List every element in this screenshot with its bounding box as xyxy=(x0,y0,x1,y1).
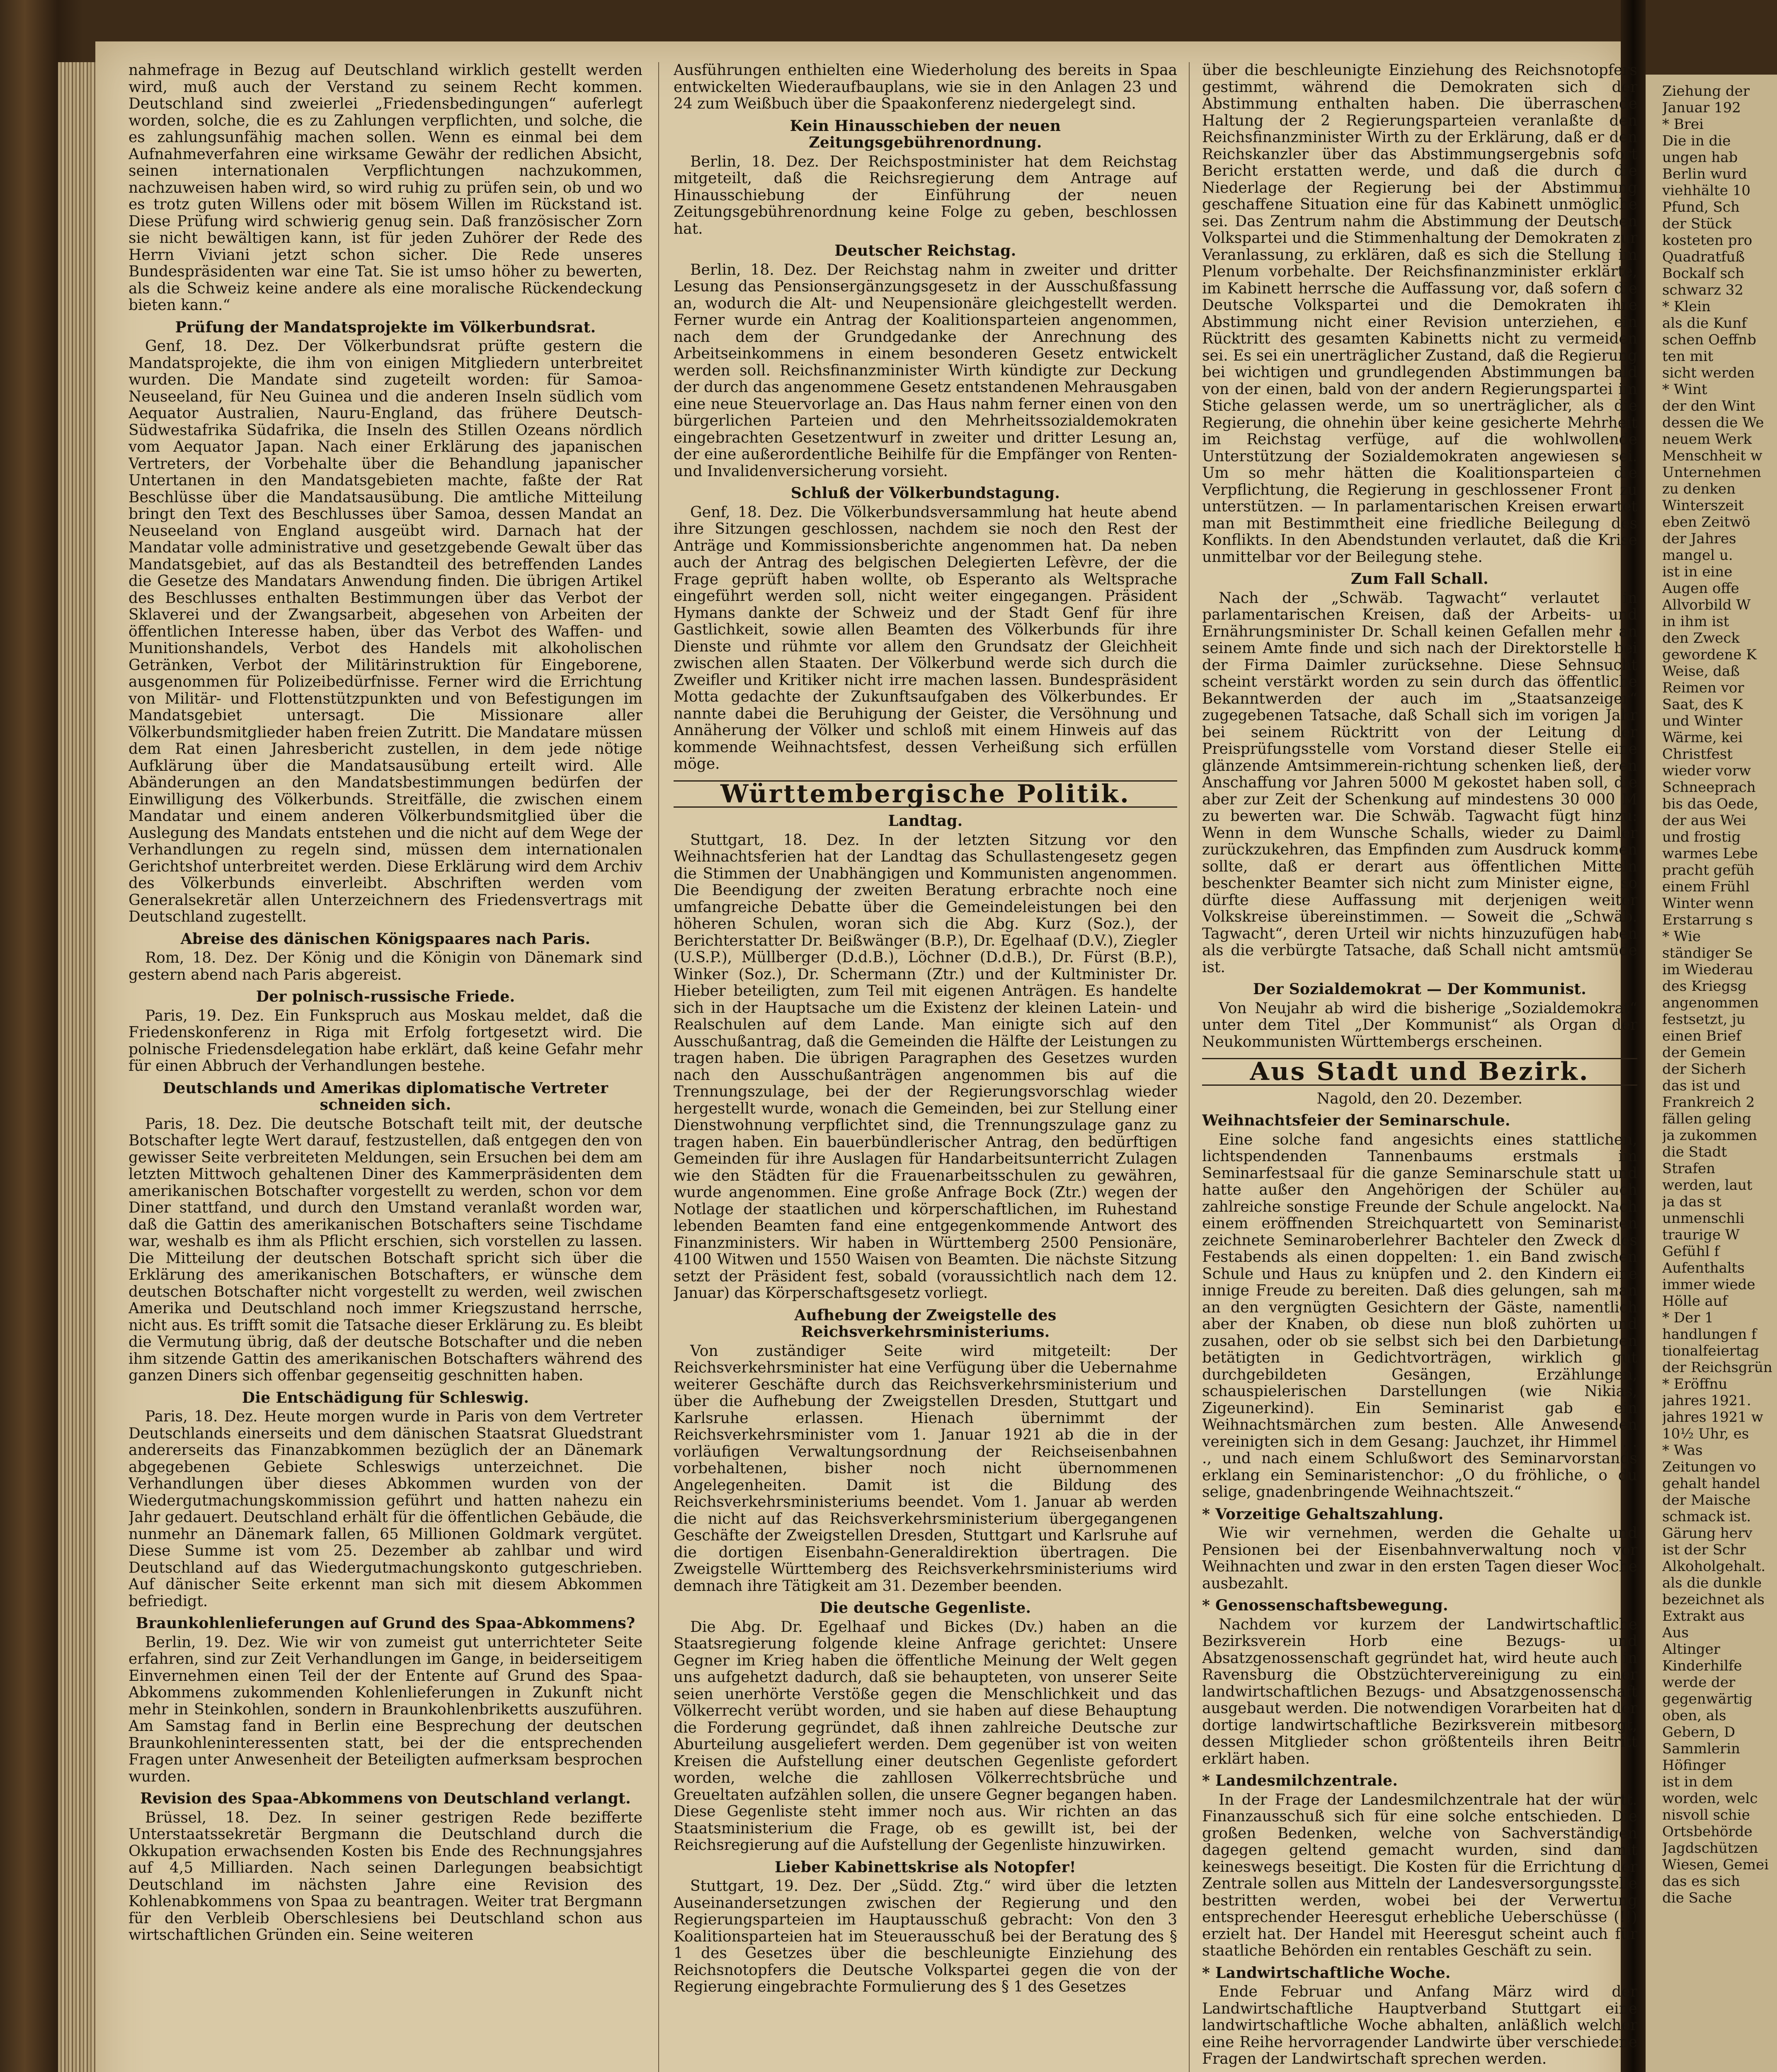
article-text: Nachdem vor kurzem der Landwirtschaftliche Bezirksverein Horb eine Bezugs- und Absatzgenossenschaft gegründet hat, wird heute auch in Ravensburg die Obstzüchtervereinigung zu einer landwirtschaftlichen Bezugs- und Absatzgenossenschaft ausgebaut werden. Die notwendigen Vorarbeiten hat der dortige landwirtschaftliche Bezirksverein mitbesorgt, dessen Mitglieder schon größtenteils ihren Beitritt erklärt haben. xyxy=(1202,1616,1637,1767)
cropped-line: * Wie xyxy=(1662,928,1701,945)
article-heading: Weihnachtsfeier der Seminarschule. xyxy=(1202,1112,1510,1129)
column-rule xyxy=(658,62,659,2072)
article-heading: Der Sozialdemokrat — Der Kommunist. xyxy=(1253,980,1587,998)
article-heading: Landtag. xyxy=(888,812,963,830)
column-3 xyxy=(1202,62,1637,2072)
article-heading: * Genossenschaftsbewegung. xyxy=(1202,1597,1448,1614)
column-1 xyxy=(128,62,642,2072)
cropped-line: gegenwärtig xyxy=(1662,1691,1753,1707)
cropped-line: gewordene K xyxy=(1662,646,1757,663)
cropped-line: der aus Wei xyxy=(1662,812,1746,829)
cropped-line: Sammlerin xyxy=(1662,1740,1741,1757)
cropped-line: Gefühl f xyxy=(1662,1243,1719,1260)
cropped-line: die Stadt xyxy=(1662,1144,1727,1160)
article-text: Paris, 18. Dez. Die deutsche Botschaft teilt mit, der deutsche Botschafter legte Wert darauf, festzustellen, daß entgegen den von gewisser Seite verbreiteten Meldungen, sein Ersuchen bei dem am letzten Mittwoch gehaltenen Diner des Kammerpräsidenten dem amerikanischen Botschafter vorgestellt zu werden, schon vor dem Diner stattfand, und durch den Umstand veranlaßt worden war, daß die Gattin des amerikanischen Botschafters seine Tischdame war, weshalb es ihm als Pflicht erschien, sich vorstellen zu lassen. Die Mitteilung der deutschen Botschaft spricht sich über die Erklärung des amerikanischen Botschafters, er wünsche dem deutschen Botschafter nicht vorgestellt zu werden, weil zwischen Amerika und Deutschland noch immer Kriegszustand herrsche, nicht aus. Es trifft somit die Tatsache dieser Erklärung zu. Es bleibt die Vermutung übrig, daß der deutsche Botschafter und die neben ihm sitzende Gattin des amerikanischen Botschafters während des ganzen Diners sich offenbar gegenseitig geschnitten haben. xyxy=(128,1115,642,1384)
cropped-line: einem Frühl xyxy=(1662,879,1750,895)
cropped-line: im Wiederau xyxy=(1662,961,1753,978)
cropped-line: Ziehung der xyxy=(1662,83,1750,99)
article-text: Von Neujahr ab wird die bisherige „Sozialdemokrat“ unter dem Titel „Der Kommunist“ als Organ der Neukommunisten Württembergs erscheinen. xyxy=(1202,1000,1637,1051)
cropped-line: mangel u. xyxy=(1662,547,1733,564)
cropped-line: Augen offe xyxy=(1662,580,1739,597)
dateline: Nagold, den 20. Dezember. xyxy=(1316,1090,1523,1107)
cropped-line: schwarz 32 xyxy=(1662,282,1743,298)
cropped-line: bis das Oede, xyxy=(1662,796,1758,812)
cropped-line: eben Zeitwö xyxy=(1662,514,1750,530)
article-heading: Abreise des dänischen Königspaares nach Paris. xyxy=(180,930,591,948)
article-text: Eine solche fand angesichts eines stattlichen, lichtspendenden Tannenbaums erstmals im Seminarfestsaal für die ganze Seminarschule statt und hatte außer den Angehörigen der Schüler auch zahlreiche sonstige Freunde der Schule angelockt. Nach einem eröffnenden Streichquartett von Seminaristen zeichnete Seminaroberlehrer Bachteler den Zweck des Festabends als einen doppelten: 1. ein Band zwischen Schule und Haus zu knüpfen und 2. den Kindern eine innige Freude zu bereiten. Daß dies gelungen, sah man an den vergnügten Gesichtern der Gäste, namentlich aber der Knaben, ob diese nun bloß zuhörten und zusahen, oder ob sie selbst sich bei den Darbietungen betätigten in Gedichtvorträgen, wirklich gut durchgebildeten Gesängen, Erzählungen, schauspielerischen Darstellungen (wie Nikias, Zigeunerkind). Ein Seminarist gab ein Weihnachtsmärchen zum besten. Alle Anwesenden vereinigten sich in dem Gesang: Jauchzet, ihr Himmel . . ., und nach einem Schlußwort des Seminarvorstands erklang ein Seminaristenchor: „O du fröhliche, o du selige, gnadenbringende Weihnachtszeit.“ xyxy=(1202,1131,1637,1501)
cropped-line: wieder vorw xyxy=(1662,762,1751,779)
cropped-line: dessen die We xyxy=(1662,414,1764,431)
cropped-line: ten mit xyxy=(1662,348,1714,365)
article-text: Wie wir vernehmen, werden die Gehalte und Pensionen bei der Eisenbahnverwaltung noch vor Weihnachten und zwar in den ersten Tagen dieser Woche ausbezahlt. xyxy=(1202,1525,1637,1592)
cropped-line: den Zweck xyxy=(1662,630,1740,646)
article-heading: Kein Hinausschieben der neuen Zeitungsgebührenordnung. xyxy=(790,117,1061,151)
cropped-line: werden, laut xyxy=(1662,1177,1753,1193)
cropped-line: Wiesen, Gemei xyxy=(1662,1857,1769,1873)
cropped-line: oben, als xyxy=(1662,1707,1726,1724)
cropped-line: Altinger xyxy=(1662,1641,1721,1658)
article-heading: * Landesmilchzentrale. xyxy=(1202,1772,1398,1789)
cropped-line: unmenschli xyxy=(1662,1210,1745,1227)
article-text: Rom, 18. Dez. Der König und die Königin von Dänemark sind gestern abend nach Paris abgereist. xyxy=(128,949,642,983)
cropped-line: Hölle auf xyxy=(1662,1293,1728,1310)
cropped-line: als die Kunf xyxy=(1662,315,1747,332)
article-heading: * Landwirtschaftliche Woche. xyxy=(1202,1964,1451,1982)
cropped-line: schen Oeffnb xyxy=(1662,332,1757,348)
cropped-line: Allvorbild W xyxy=(1662,597,1751,613)
column-4-cropped xyxy=(1662,83,1777,2072)
article-text: Von zuständiger Seite wird mitgeteilt: Der Reichsverkehrsminister hat eine Verfügung über die Uebernahme weiterer Geschäfte durch das Reichsverkehrsministerium und über die Aufhebung der Zweigstellen Dresden, Stuttgart und Karlsruhe erlassen. Hienach übernimmt der Reichsverkehrsminister vom 1. Januar 1921 ab die in der vorläufigen Verwaltungsordnung der Reichseisenbahnen vorbehaltenen, bisher noch nicht übernommenen Angelegenheiten. Damit ist die Bildung des Reichsverkehrsministeriums beendet. Vom 1. Januar ab werden die nicht auf das Reichsverkehrsministerium übergegangenen Geschäfte der Zweigstellen Dresden, Stuttgart und Karlsruhe auf die dortigen Eisenbahn-Generaldirektion übertragen. Die Zweigstelle Württemberg des Reichsverkehrsministeriums wird demnach ihre Tätigkeit am 31. Dezember beenden. xyxy=(674,1342,1177,1595)
cropped-line: Christfest xyxy=(1662,746,1733,762)
article-text: In der Frage der Landesmilchzentrale hat der württ. Finanzausschuß sich für eine solche entschieden. Die großen Bedenken, welche von Sachverständigen dagegen geltend gemacht wurden, sind damit keineswegs beseitigt. Die Kosten für die Errichtung der Zentrale sollen aus Mitteln der Landesversorgungsstelle bestritten werden, wobei bei der Verwertung entsprechender Heeresgut erhebliche Ueberschüsse (!!) erzielt hat. Der Handel mit Heeresgut scheint auch für staatliche Behörden ein rentables Geschäft zu sein. xyxy=(1202,1791,1637,1959)
cropped-line: Winter wenn xyxy=(1662,895,1754,912)
cropped-line: handlungen f xyxy=(1662,1326,1757,1343)
article-text: nahmefrage in Bezug auf Deutschland wirklich gestellt werden wird, muß auch der Verstand zu seinem Recht kommen. Deutschland sind zweierlei „Friedensbedingungen“ auferlegt worden, solche, die es zu Zahlungen verpflichten, und solche, die es zahlungsunfähig machen sollen. Wenn es einmal bei dem Aufnahmeverfahren eine wirksame Gewähr der redlichen Absicht, seinen internationalen Verpflichtungen nachzukommen, nachzuweisen haben wird, so wird ruhig zu prüfen sein, ob und wo es trotz guten Willens oder mit bösem Willen im Rückstand ist. Diese Prüfung wird schwierig genug sein. Daß französischer Zorn sie nicht bewältigen kann, ist für jeden Zuhörer der Rede des Herrn Viviani jetzt schon sicher. Die Rede unseres Bundespräsidenten war eine Tat. Sie ist umso höher zu bewerten, als die Schweiz keine andere als eine moralische Rückendeckung bieten kann.“ xyxy=(128,62,642,314)
cropped-line: jahres 1921. xyxy=(1662,1392,1751,1409)
article-heading: Deutschlands und Amerikas diplomatische Vertreter schneiden sich. xyxy=(162,1079,608,1113)
article-text: Nach der „Schwäb. Tagwacht“ verlautet in parlamentarischen Kreisen, daß der Arbeits- und Ernährungsminister Dr. Schall keinen Gefallen mehr an seinem Amte finde und sich nach der Direktorstelle bei der Firma Daimler zurücksehne. Diese Sehnsucht scheint verstärkt worden zu sein durch das öffentliche Bekanntwerden der auch im „Staatsanzeiger“ zugegebenen Tatsache, daß Schall sich im vorigen Jahr bei seinem Rücktritt von der Leitung der Preisprüfungsstelle vom Vorstand dieser Stelle eine glänzende Amtsimmerein-richtung schenken ließ, deren Anschaffung vor Jahren 5000 M gekostet haben soll, die aber zur Zeit der Schenkung auf mindestens 30 000 M zu bewerten war. Die Schwäb. Tagwacht fügt hinzu: Wenn in dem Wunsche Schalls, wieder zu Daimler zurückzukehren, das Empfinden zum Ausdruck kommen sollte, daß er derart aus öffentlichen Mitteln beschenkter Beamter sich nicht zum Minister eigne, so dürfte diese Auffassung mit derjenigen weiter Volkskreise übereinstimmen. — Soweit die „Schwäb. Tagwacht“, deren Urteil wir nichts hinzuzufügen haben als die verbürgte Tatsache, daß Schall nicht amtsmüde ist. xyxy=(1202,589,1637,976)
cropped-line: Zeitungen vo xyxy=(1662,1459,1756,1475)
article-heading: Deutscher Reichstag. xyxy=(834,242,1016,259)
article-text: Genf, 18. Dez. Die Völkerbundsversammlung hat heute abend ihre Sitzungen geschlossen, nachdem sie noch den Rest der Anträge und Kommissionsberichte angenommen hat. Da neben auch der Antrag des belgischen Delegierten Lefèvre, der die Frage geprüft haben wollte, ob Esperanto als Weltsprache eingeführt werden soll, nicht weiter eingegangen. Präsident Hymans dankte der Schweiz und der Stadt Genf für ihre Gastlichkeit, sowie allen Beamten des Völkerbunds für ihre Dienste und rühmte vor allem den Grundsatz der Gleichheit zwischen allen Staaten. Der Völkerbund werde sich durch die Zweifler und Kritiker nicht irre machen lassen. Bundespräsident Motta gedachte der Zukunftsaufgaben des Völkerbundes. Er nannte dabei die Beruhigung der Geister, die Versöhnung und Annäherung der Völker und schloß mit einem Hinweis auf das kommende Weihnachtsfest, dessen Verheißung sich erfüllen möge. xyxy=(674,503,1177,772)
cropped-line: Berlin wurd xyxy=(1662,166,1747,182)
cropped-line: ist der Schr xyxy=(1662,1542,1746,1558)
cropped-line: ja zukommen xyxy=(1662,1127,1758,1144)
cropped-line: Aus xyxy=(1662,1624,1689,1641)
article-text: Paris, 19. Dez. Ein Funkspruch aus Moskau meldet, daß die Friedenskonferenz in Riga mit Erfolg fortgesetzt wird. Die polnische Friedensdelegation habe erklärt, daß keine Gefahr mehr für einen Abbruch der Verhandlungen bestehe. xyxy=(128,1007,642,1075)
article-heading: Zum Fall Schall. xyxy=(1351,570,1489,588)
cropped-line: ist in dem xyxy=(1662,1774,1733,1790)
cropped-line: in ihm ist xyxy=(1662,613,1729,630)
cropped-line: Wärme, kei xyxy=(1662,729,1743,746)
cropped-line: Extrakt aus xyxy=(1662,1608,1745,1624)
cropped-line: das es sich xyxy=(1662,1873,1740,1890)
cropped-line: ungen hab xyxy=(1662,149,1738,166)
article-heading: Die deutsche Gegenliste. xyxy=(819,1599,1031,1617)
column-2 xyxy=(674,62,1177,2072)
cropped-line: * Wint xyxy=(1662,381,1707,398)
article-heading: * Vorzeitige Gehaltszahlung. xyxy=(1202,1505,1444,1523)
cropped-line: einen Brief xyxy=(1662,1028,1741,1044)
cropped-line: der Sicherh xyxy=(1662,1061,1746,1077)
cropped-line: tionalfeiertag xyxy=(1662,1343,1759,1359)
article-text: Paris, 18. Dez. Heute morgen wurde in Paris von dem Vertreter Deutschlands einerseits und dem dänischen Staatsrat Gluedstrant andererseits das Finanzabkommen bezüglich der an Dänemark abgegebenen Gebiete Schleswigs unterzeichnet. Die Verhandlungen über dieses Abkommen wurden von der Wiedergutmachungskommission geführt und hatten nahezu ein Jahr gedauert. Deutschland erhält für die öffentlichen Gebäude, die nunmehr an Dänemark fallen, 65 Millionen Goldmark vergütet. Diese Summe ist vom 25. Dezember ab zahlbar und wird Deutschland auf das Wiedergutmachungskonto gutgeschrieben. Auf dänischer Seite erkennt man sich mit diesem Abkommen befriedigt. xyxy=(128,1408,642,1610)
article-text: Ende Februar und Anfang März wird der Landwirtschaftliche Hauptverband Stuttgart eine landwirtschaftliche Woche abhalten, anläßlich welcher eine Reihe hervorragender Landwirte über verschiedene Fragen der Landwirtschaft sprechen werden. xyxy=(1202,1983,1637,2067)
cropped-line: als die dunkle xyxy=(1662,1575,1762,1591)
cropped-line: gehalt handel xyxy=(1662,1475,1760,1492)
cropped-line: Januar 192 xyxy=(1662,99,1741,116)
cropped-line: * Was xyxy=(1662,1442,1703,1459)
article-heading: Aufhebung der Zweigstelle des Reichsverkehrsministeriums. xyxy=(794,1306,1057,1341)
cropped-line: fällen geling xyxy=(1662,1111,1751,1127)
cropped-line: worden, welc xyxy=(1662,1790,1758,1807)
article-text: Brüssel, 18. Dez. In seiner gestrigen Rede bezifferte Unterstaatssekretär Bergmann die Deutschland durch die Okkupation erwachsenden Kosten bis Ende des Rechnungsjahres auf 4,5 Milliarden. Nach seinen Darlegungen beabsichtigt Deutschland im nächsten Jahre eine Revision des Kohlenabkommens von Spaa zu beantragen. Weiter trat Bergmann für den Verbleib Oberschlesiens bei Deutschland schon aus wirtschaftlichen Gründen ein. Seine weiteren xyxy=(128,1809,642,1944)
article-heading: Revision des Spaa-Abkommens von Deutschland verlangt. xyxy=(140,1790,631,1807)
cropped-line: bezeichnet als xyxy=(1662,1591,1765,1608)
cropped-line: Ortsbehörde xyxy=(1662,1823,1753,1840)
section-title: Aus Stadt und Bezirk. xyxy=(1202,1058,1637,1086)
cropped-line: Unternehmen xyxy=(1662,464,1761,481)
article-heading: Der polnisch-russische Friede. xyxy=(256,988,515,1005)
cropped-line: der Gemein xyxy=(1662,1044,1746,1061)
article-text: Berlin, 19. Dez. Wie wir von zumeist gut unterrichteter Seite erfahren, sind zur Zeit Verhandlungen im Gange, in beiderseitigem Einvernehmen einen Teil der der Entente auf Grund des Spaa-Abkommens zukommenden Kohlenlieferungen in Zukunft nicht mehr in Steinkohlen, sondern in Braunkohlenbriketts auszuführen. Am Samstag fand in Berlin eine Besprechung der deutschen Braunkohleninteressenten statt, bei der die entsprechenden Fragen unter Anwesenheit der Beteiligten aufmerksam besprochen wurden. xyxy=(128,1634,642,1785)
cropped-line: ja das st xyxy=(1662,1193,1722,1210)
cropped-line: angenommen xyxy=(1662,995,1759,1011)
cropped-line: Höfinger xyxy=(1662,1757,1726,1774)
cropped-line: Schneeprach xyxy=(1662,779,1756,796)
cropped-line: werde der xyxy=(1662,1674,1736,1691)
cropped-line: und Winter xyxy=(1662,713,1743,729)
column-rule xyxy=(1189,62,1190,2072)
cropped-line: * Der 1 xyxy=(1662,1310,1714,1326)
article-heading: Die Entschädigung für Schleswig. xyxy=(242,1389,529,1406)
cropped-line: das ist und xyxy=(1662,1077,1741,1094)
article-text: Genf, 18. Dez. Der Völkerbundsrat prüfte gestern die Mandatsprojekte, die ihm von einigen Mitgliedern unterbreitet wurden. Die Mandate sind zugeteilt worden: für Samoa-Neuseeland, für Neu Guinea und die anderen Inseln südlich vom Aequator Australien, Nauru-England, das frühere Deutsch-Südwestafrika Südafrika, die Inseln des Stillen Ozeans nördlich vom Aequator Japan. Nach einer Erklärung des japanischen Vertreters, der Vorbehalte über die Behandlung japanischer Untertanen in den Mandatsgebieten machte, faßte der Rat Beschlüsse über die Mandatsausübung. Die amtliche Mitteilung bringt den Text des Beschlusses über Samoa, dessen Mandat an Neuseeland von England ausgeübt wird. Darnach hat der Mandatar volle administrative und gesetzgebende Gewalt über das Mandatsgebiet, auf das als Bestandteil des betreffenden Landes die Gesetze des Mandatars Anwendung finden. Die übrigen Artikel des Beschlusses enthalten Bestimmungen über das Verbot der Sklaverei und der Zwangsarbeit, abgesehen von Arbeiten der öffentlichen Interesse haben, über das Verbot des Waffen- und Munitionshandels, Verbot des Handels mit alkoholischen Getränken, Verbot der Militärinstruktion für Eingeborene, ausgenommen für Polizeibedürfnisse. Ferner wird die Errichtung von Militär- und Flottenstützpunkten und von Befestigungen im Mandatsgebiet untersagt. Die Missionare aller Völkerbundsmitglieder haben freien Zutritt. Die Mandatare müssen dem Rat einen Jahresbericht zustellen, in dem jede nötige Aufklärung über die Mandatsausübung erteilt wird. Alle Abänderungen an den Mandatsbestimmungen bedürfen der Einwilligung des Völkerbunds. Streitfälle, die zwischen einem Mandatar und einem anderen Völkerbundsmitglied über die Auslegung des Mandats entstehen und die nicht auf dem Wege der Verhandlungen zu regeln sind, müssen dem internationalen Gerichtshof unterbreitet werden. Diese Erklärung wird dem Archiv des Völkerbunds einverleibt. Abschriften werden vom Generalsekretär allen Unterzeichnern des Friedensvertrags mit Deutschland zugestellt. xyxy=(128,338,642,925)
article-text: über die beschleunigte Einziehung des Reichsnotopfers gestimmt, während die Demokraten sich der Abstimmung enthalten haben. Die überraschende Haltung der 2 Regierungsparteien veranlaßte den Reichsfinanzminister Wirth zu der Erklärung, daß er den Reichskanzler über das Abstimmungsergebnis sofort Bericht erstatten werde, und daß die durch die Niederlage der Regierung bei der Abstimmung geschaffene Situation eine für das Kabinett unmögliche sei. Das Zentrum nahm die Abstimmung der Deutschen Volkspartei und die Stimmenhaltung der Demokraten zur Veranlassung, zu erklären, daß es sich die Stellung im Plenum vorbehalte. Der Reichsfinanzminister erklärte, im Kabinett herrsche die Auffassung vor, daß sofern die Deutsche Volkspartei und die Demokraten ihre Abstimmung nicht einer Revision unterziehen, ein Rücktritt des gesamten Kabinetts nicht zu vermeiden sei. Es sei ein unerträglicher Zustand, daß die Regierung bei wichtigen und grundlegenden Abstimmungen bald von der einen, bald von der andern Regierungspartei im Stiche gelassen werde, um so unerträglicher, als die Regierung, die ohnehin über keine gesicherte Mehrheit im Reichstag verfüge, auf die wohlwollende Unterstützung der Sozialdemokraten angewiesen sei. Um so mehr hätten die Koalitionsparteien die Verpflichtung, die Regierung in geschlossener Front zu unterstützen. — In parlamentarischen Kreisen erwartet man mit Bestimmtheit eine friedliche Beilegung des Konflikts. In den Abendstunden verlautet, daß die Krise unmittelbar vor der Beilegung stehe. xyxy=(1202,62,1637,566)
cropped-line: neuem Werk xyxy=(1662,431,1752,448)
cropped-line: Kinderhilfe xyxy=(1662,1658,1742,1674)
cropped-line: des Kriegsg xyxy=(1662,978,1747,995)
article-text: Stuttgart, 18. Dez. In der letzten Sitzung vor den Weihnachtsferien hat der Landtag das Schullastengesetz gegen die Stimmen der Unabhängigen und Kommunisten angenommen. Die Beendigung der zweiten Beratung erbrachte noch eine umfangreiche Debatte über die Gemeindeleistungen bei den höheren Schulen, woran sich die Abg. Kurz (Soz.), der Berichterstatter Dr. Beißwänger (B.P.), Dr. Egelhaaf (D.V.), Ziegler (U.S.P.), Müllberger (D.d.B.), Löchner (D.d.B.), Dr. Fürst (B.P.), Winker (Soz.), Dr. Schermann (Ztr.) und der Kultminister Dr. Hieber beteiligten, zum Teil mit eigenen Anträgen. Es handelte sich in der Hauptsache um die Existenz der kleinen Latein- und Realschulen auf dem Lande. Man einigte sich auf den Ausschußantrag, daß die Gemeinden die Hälfte der Leistungen zu tragen haben. Die übrigen Paragraphen des Gesetzes wurden nach den Ausschußanträgen angenommen bis auf die Trennungszulage, bei der der Regierungsvorschlag wieder hergestellt wurde, wonach die Gemeinden, bei zur Stellung einer Dienstwohnung verpflichtet sind, die Trennungszulage ganz zu tragen haben. Ein bauerbündlerischer Antrag, den bedürftigen Gemeinden für ihre Auslagen für Handarbeitsunterricht Zulagen wie den Städten für die Frauenarbeitsschulen zu gewähren, wurde angenommen. Eine große Anfrage Bock (Ztr.) wegen der Notlage der staatlichen und körperschaftlichen, im Ruhestand lebenden Beamten fand eine entgegenkommende Antwort des Finanzministers. Wir haben in Württemberg 2500 Pensionäre, 4100 Witwen und 1550 Waisen von Beamten. Die nächste Sitzung setzt der Präsident fest, sobald (voraussichtlich nach dem 12. Januar) das Körperschaftsgesetz vorliegt. xyxy=(674,831,1177,1302)
cropped-line: Saat, des K xyxy=(1662,696,1743,713)
cropped-line: Strafen xyxy=(1662,1160,1716,1177)
article-text: Ausführungen enthielten eine Wiederholung des bereits in Spaa entwickelten Wiederaufbauplans, wie sie in den Anlagen 23 und 24 zum Weißbuch über die Spaakonferenz niedergelegt sind. xyxy=(674,62,1177,112)
cropped-line: traurige W xyxy=(1662,1227,1740,1243)
cropped-line: Frankreich 2 xyxy=(1662,1094,1755,1111)
cropped-line: Gebern, D xyxy=(1662,1724,1736,1740)
cropped-line: der Reichsgrün xyxy=(1662,1359,1772,1376)
cropped-line: Jagdschützen xyxy=(1662,1840,1758,1857)
cropped-line: Pfund, Sch xyxy=(1662,199,1740,215)
cropped-line: jahres 1921 w xyxy=(1662,1409,1763,1426)
cropped-line: Quadratfuß xyxy=(1662,249,1745,265)
cropped-line: Gärung herv xyxy=(1662,1525,1753,1542)
cropped-line: Die in die xyxy=(1662,133,1731,149)
cropped-line: warmes Lebe xyxy=(1662,845,1758,862)
cropped-line: der Maische xyxy=(1662,1492,1751,1508)
cropped-line: der den Wint xyxy=(1662,398,1755,414)
cropped-line: Winterszeit xyxy=(1662,497,1744,514)
article-heading: Prüfung der Mandatsprojekte im Völkerbundsrat. xyxy=(175,318,596,336)
cropped-line: schmack ist. xyxy=(1662,1508,1751,1525)
cropped-line: viehhälte 10 xyxy=(1662,182,1750,199)
cropped-line: Menschheit w xyxy=(1662,448,1762,464)
cropped-line: Erstarrung s xyxy=(1662,912,1753,928)
cropped-line: ständiger Se xyxy=(1662,945,1753,961)
cropped-line: und frostig xyxy=(1662,829,1741,845)
cropped-line: zu denken xyxy=(1662,481,1736,497)
cropped-line: nisvoll schie xyxy=(1662,1807,1750,1823)
cropped-line: ist in eine xyxy=(1662,564,1733,580)
cropped-line: Reimen vor xyxy=(1662,680,1744,696)
cropped-line: immer wiede xyxy=(1662,1276,1755,1293)
cropped-line: kosteten pro xyxy=(1662,232,1753,249)
cropped-line: Bockalf sch xyxy=(1662,265,1745,282)
cropped-line: die Sache xyxy=(1662,1890,1732,1906)
cropped-line: pracht gefüh xyxy=(1662,862,1754,879)
cropped-line: der Stück xyxy=(1662,215,1732,232)
cropped-line: Aufenthalts xyxy=(1662,1260,1745,1276)
article-text: Berlin, 18. Dez. Der Reichstag nahm in zweiter und dritter Lesung das Pensionsergänzungsgesetz in der Ausschußfassung an, wodurch die Alt- und Neupensionäre gleichgestellt werden. Ferner wurde ein Antrag der Koalitionsparteien angenommen, nach dem der Grundgedanke der Anrechnung des Arbeitseinkommens in einem besonderen Gesetz entwickelt werden soll. Reichsfinanzminister Wirth kündigte zur Deckung der durch das angenommene Gesetz entstandenen Mehrausgaben eine neue Steuervorlage an. Das Haus nahm ferner einen von den bürgerlichen Parteien und den Mehrheitssozialdemokraten eingebrachten Gesetzentwurf in zweiter und dritter Lesung an, der eine außerordentliche Beihilfe für die Empfänger von Renten- und Invalidenversicherung vorsieht. xyxy=(674,261,1177,480)
cropped-line: Alkoholgehalt. xyxy=(1662,1558,1766,1575)
article-heading: Lieber Kabinettskrise als Notopfer! xyxy=(774,1858,1076,1876)
cropped-line: festsetzt, ju xyxy=(1662,1011,1745,1028)
article-text: Die Abg. Dr. Egelhaaf und Bickes (Dv.) haben an die Staatsregierung folgende kleine Anfrage gerichtet: Unsere Gegner im Krieg haben die öffentliche Meinung der Welt gegen uns aufgehetzt dadurch, daß sie behaupteten, von unserer Seite seien unerhörte Verstöße gegen die Menschlichkeit und das Völkerrecht verübt worden, und sie haben auf diese Behauptung die Forderung gegründet, daß ihnen zahlreiche Deutsche zur Aburteilung ausgeliefert werden. Dem gegenüber ist von weiten Kreisen die Aufstellung einer deutschen Gegenliste gefordert worden, welche die zahllosen Völkerrechtsbrüche und Greueltaten aufzählen sollen, die unsere Gegner begangen haben. Diese Gegenliste steht immer noch aus. Wir richten an das Staatsministerium die Frage, ob es gewillt ist, bei der Reichsregierung auf die Aufstellung der Gegenliste hinzuwirken. xyxy=(674,1618,1177,1854)
cropped-line: sicht werden xyxy=(1662,365,1755,381)
cropped-line: Weise, daß xyxy=(1662,663,1740,680)
cropped-line: * Eröffnu xyxy=(1662,1376,1728,1392)
cropped-line: 10½ Uhr, es xyxy=(1662,1426,1749,1442)
cropped-line: * Klein xyxy=(1662,298,1711,315)
cropped-line: * Brei xyxy=(1662,116,1704,133)
article-text: Berlin, 18. Dez. Der Reichspostminister hat dem Reichstag mitgeteilt, daß die Reichsregierung dem Antrage auf Hinausschiebung der Einführung der neuen Zeitungsgebührenordnung keine Folge zu geben, beschlossen hat. xyxy=(674,153,1177,237)
cropped-line: der Jahres xyxy=(1662,530,1736,547)
article-text: Stuttgart, 19. Dez. Der „Südd. Ztg.“ wird über die letzten Auseinandersetzungen zwischen der Regierung und den Regierungsparteien im Hauptausschuß gebracht: Von den 3 Koalitionsparteien hat im Steuerausschuß bei der Beratung des § 1 des Gesetzes über die beschleunigte Einziehung des Reichsnotopfers die Deutsche Volkspartei gegen die von der Regierung eingebrachte Formulierung des § 1 des Gesetzes xyxy=(674,1878,1177,1995)
section-title: Württembergische Politik. xyxy=(674,780,1177,808)
article-heading: Schluß der Völkerbundstagung. xyxy=(790,484,1060,502)
article-heading: Braunkohlenlieferungen auf Grund des Spaa-Abkommens? xyxy=(136,1615,635,1632)
